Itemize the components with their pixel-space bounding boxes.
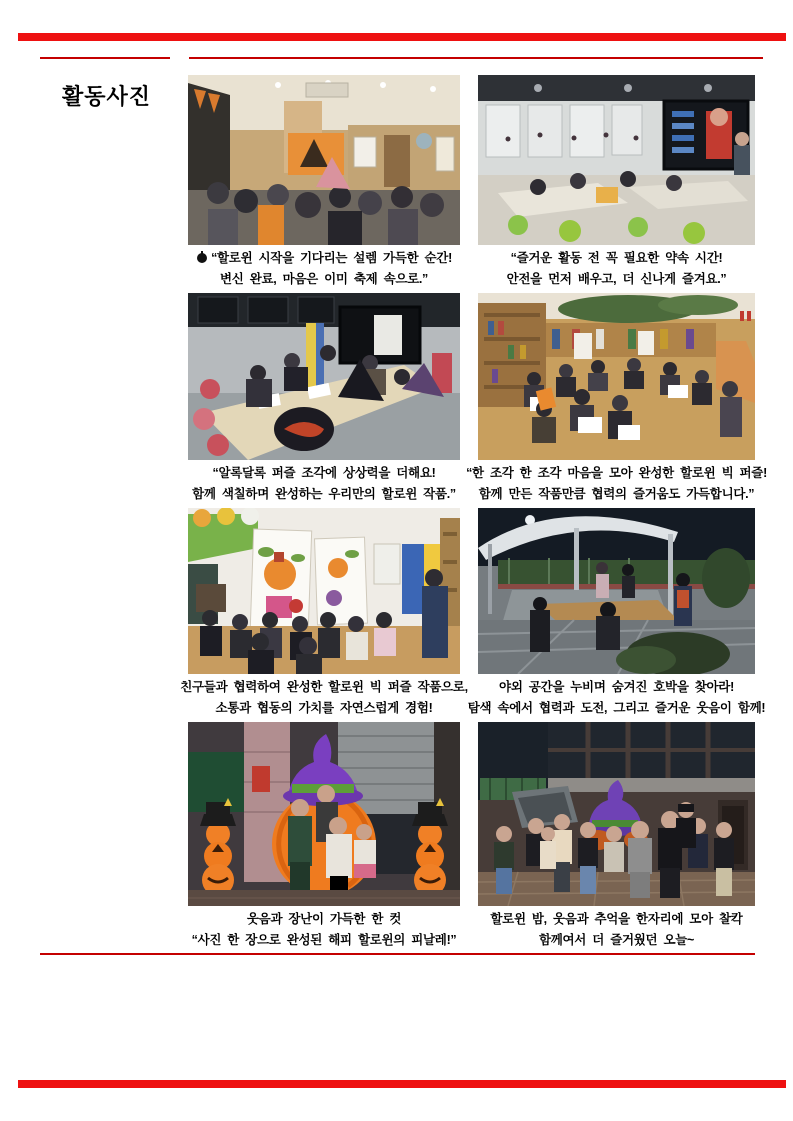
caption-line-2: 함께여서 더 즐거웠던 오늘~ xyxy=(538,933,695,947)
caption-line-2: 함께 색칠하며 완성하는 우리만의 할로윈 작품.” xyxy=(192,487,456,501)
page-title: 활동사진 xyxy=(62,84,152,109)
photo-night-group xyxy=(478,722,755,906)
caption-line-2: 안전을 먼저 배우고, 더 신나게 즐겨요.” xyxy=(506,272,727,286)
bottom-red-bar xyxy=(18,1080,786,1088)
caption-line-1: “즐거운 활동 전 꼭 필요한 약속 시간! xyxy=(510,251,723,265)
photo-night-park xyxy=(478,508,755,674)
photo-caption xyxy=(456,460,777,508)
footer-rule xyxy=(40,953,755,955)
photo-cell xyxy=(466,293,767,508)
photo-caption xyxy=(456,674,777,722)
caption-line-1: “할로윈 시작을 기다리는 설렘 가득한 순간! xyxy=(166,248,482,269)
photo-caption xyxy=(166,674,482,722)
caption-line-2: 변신 완료, 마음은 이미 축제 속으로.” xyxy=(220,272,429,286)
photo-cell xyxy=(180,508,468,722)
photo-cell xyxy=(188,722,460,954)
header-rule-left xyxy=(40,57,170,59)
photo-coloring-table xyxy=(188,293,460,460)
pumpkin-bullet-icon xyxy=(196,249,208,261)
top-red-bar xyxy=(18,33,786,41)
photo-cell xyxy=(478,722,755,954)
photo-cell xyxy=(188,75,460,293)
photo-library-circle xyxy=(478,293,755,460)
caption-line-1: “한 조각 한 조각 마음을 모아 완성한 할로윈 빅 퍼즐! xyxy=(466,466,767,480)
caption-line-2: 함께 만든 작품만큼 협력의 즐거움도 가득합니다.” xyxy=(478,487,755,501)
caption-line-2: “사진 한 장으로 완성된 해피 할로윈의 피날레!” xyxy=(191,933,457,947)
caption-line-1: 야외 공간을 누비며 숨겨진 호박을 찾아라! xyxy=(499,680,734,694)
caption-line-2: 소통과 협동의 가치를 자연스럽게 경험! xyxy=(215,701,433,715)
caption-line-1: 친구들과 협력하여 완성한 할로윈 빅 퍼즐 작품으로, xyxy=(180,680,468,694)
header-rule-right xyxy=(189,57,763,59)
caption-line-2: 탐색 속에서 협력과 도전, 그리고 즐거운 웃음이 함께! xyxy=(467,701,766,715)
photo-caption xyxy=(456,906,777,954)
photo-pumpkin-photozone xyxy=(188,722,460,906)
photo-cell xyxy=(467,508,766,722)
photo-cell xyxy=(478,75,755,293)
caption-line-1: “알록달록 퍼즐 조각에 상상력을 더해요! xyxy=(212,466,436,480)
photo-caption xyxy=(166,906,482,954)
photo-grid xyxy=(180,75,767,954)
photo-caption xyxy=(166,245,482,293)
caption-line-1: 할로윈 밤, 웃음과 추억을 한자리에 모아 찰칵 xyxy=(490,912,743,926)
photo-cell xyxy=(188,293,460,508)
photo-caption xyxy=(166,460,482,508)
photo-caption xyxy=(456,245,777,293)
photo-lobby-crowd xyxy=(188,75,460,245)
photo-group-banners xyxy=(188,508,460,674)
caption-line-1: 웃음과 장난이 가득한 한 컷 xyxy=(246,912,402,926)
photo-safety-briefing xyxy=(478,75,755,245)
